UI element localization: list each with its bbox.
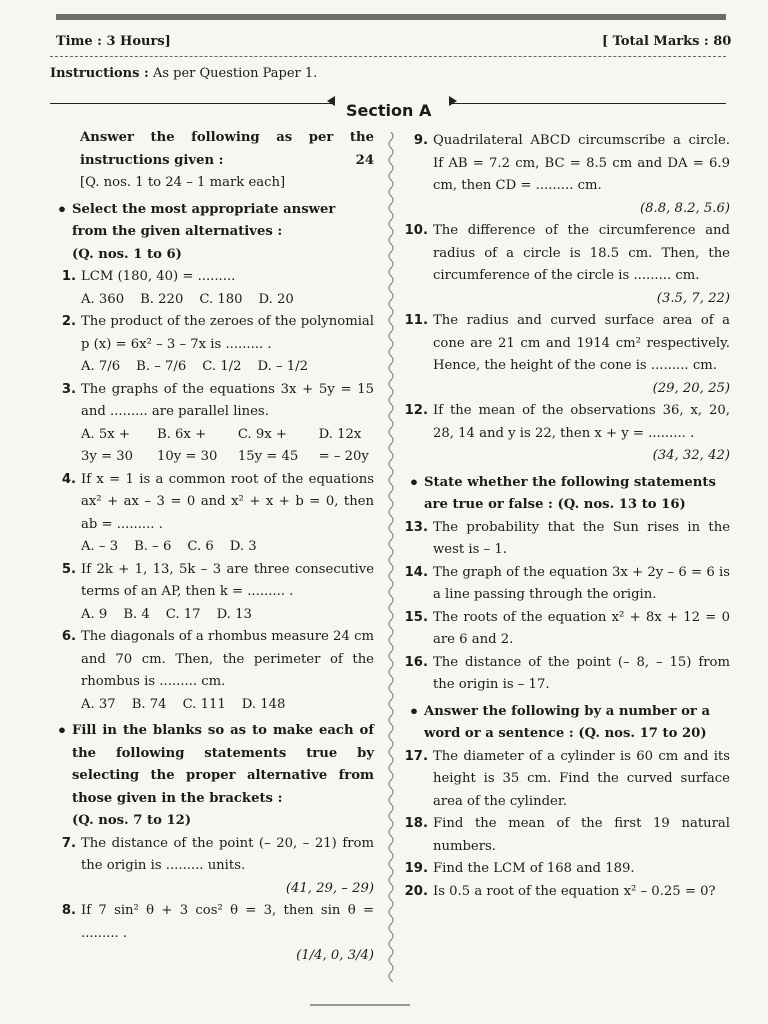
question-12: 12. If the mean of the observations 36, x, 20, 28, 14 and y is 22, then x + y = ......... . (34, 32, 42) [404, 400, 730, 468]
left-column [52, 127, 374, 968]
section-rule-right [452, 103, 726, 104]
answer-choice: D. – 1/2 [257, 359, 308, 374]
answer-choice: A. 9 [81, 606, 108, 622]
answer-choice: B. 4 [123, 606, 150, 622]
time-label: Time : 3 Hours] [56, 34, 171, 49]
section-rule-left [50, 103, 332, 104]
fill-blank-questions [404, 130, 730, 468]
total-marks-label: [ Total Marks : 80 [602, 34, 732, 49]
answer-options: (1/4, 0, 3/4) [296, 948, 374, 963]
question-4: 4. If x = 1 is a common root of the equations ax² + ax – 3 = 0 and x² + x + b = 0, then ab = ......... . [61, 471, 374, 532]
answer-options: (41, 29, – 29) [285, 880, 374, 896]
question-6: 6. The diagonals of a rhombus measure 24 cm and 70 cm. Then, the perimeter of the rhombus is ......... cm. [61, 629, 374, 689]
answer-choices [52, 356, 374, 379]
short-answer-heading: • Answer the following by a number or a word or a sentence : (Q. nos. 17 to 20) [408, 701, 711, 741]
question-19: 19. Find the LCM of 168 and 189. [404, 861, 635, 876]
answer-choice: C. 6 [187, 539, 214, 554]
section-arrow-right [449, 96, 457, 106]
answer-choices [52, 694, 374, 717]
answer-choice: C. 111 [182, 696, 226, 712]
answer-choices [52, 604, 374, 627]
answer-choice: D. 12x = – 20y [318, 426, 369, 464]
question-14: 14. The graph of the equation 3x + 2y – 6 = 6 is a line passing through the origin. [404, 564, 730, 602]
answer-choice: A. – 3 [81, 539, 119, 554]
question-8: 8. If 7 sin² θ + 3 cos² θ = 3, then sin θ = ......... . (1/4, 0, 3/4) [52, 900, 374, 968]
answer-choice: B. 6x + 10y = 30 [156, 426, 218, 464]
answer-choice: C. 9x + 15y = 45 [237, 426, 299, 464]
intro-line: [Q. nos. 1 to 24 – 1 mark each] [80, 175, 286, 190]
intro-marks: 24 [355, 152, 374, 168]
answer-options: (8.8, 8.2, 5.6) [640, 200, 730, 216]
question-2: 2. The product of the zeroes of the polynomial p (x) = 6x² – 3 – 7x is ......... . [61, 314, 374, 352]
answer-choice: B. 74 [131, 696, 167, 712]
question-3: 3. The graphs of the equations 3x + 5y = 15 and ......... are parallel lines. [61, 381, 374, 419]
mcq-list [52, 266, 374, 716]
true-false-heading: • State whether the following statements are true or false : (Q. nos. 13 to 16) [408, 472, 716, 512]
question-20: 20. Is 0.5 a root of the equation x² – 0.25 = 0? [404, 883, 716, 899]
question-15: 15. The roots of the equation x² + 8x + 12 = 0 are 6 and 2. [404, 609, 730, 647]
answer-choices [52, 536, 374, 559]
fill-blank-heading: • Fill in the blanks so as to make each of the following statements true by selecting the proper alternative from those given in the brackets : (Q. nos. 7 to 12) [56, 721, 374, 828]
question-17: 17. The diameter of a cylinder is 60 cm and its height is 35 cm. Find the curved surface area of the cylinder. [404, 748, 730, 809]
instructions-text: As per Question Paper 1. [152, 66, 318, 81]
section-arrow-left [327, 96, 335, 106]
question-18: 18. Find the mean of the first 19 natural numbers. [404, 816, 730, 854]
question-7: 7. The distance of the point (– 20, – 21) from the origin is ......... units. (41, 29, – 29) [52, 833, 374, 901]
question-13: 13. The probability that the Sun rises in the west is – 1. [404, 519, 730, 557]
question-1: 1. LCM (180, 40) = ......... [61, 269, 236, 284]
answer-choice: D. 3 [229, 539, 257, 554]
footer-rule [310, 1004, 410, 1006]
question-5: 5. If 2k + 1, 13, 5k – 3 are three consecutive terms of an AP, then k = ......... . [61, 561, 374, 599]
answer-options: (29, 20, 25) [652, 380, 730, 396]
answer-options: (3.5, 7, 22) [656, 290, 730, 306]
answer-options: (34, 32, 42) [652, 448, 730, 463]
top-rule [56, 14, 726, 20]
answer-choice: D. 148 [241, 696, 286, 712]
answer-choices [52, 424, 374, 469]
answer-choice: A. 5x + 3y = 30 [81, 426, 134, 464]
answer-choices [52, 289, 374, 312]
answer-choice: C. 17 [165, 606, 201, 622]
answer-choice: B. 220 [140, 291, 184, 307]
answer-choice: D. 20 [258, 291, 294, 307]
answer-choice: C. 1/2 [202, 359, 242, 374]
intro-line: instructions given : [80, 152, 224, 168]
instructions [50, 66, 317, 81]
short-answer-questions [404, 746, 730, 904]
true-false-questions [404, 517, 730, 697]
answer-choice: C. 180 [199, 291, 243, 307]
question-11: 11. The radius and curved surface area of a cone are 21 cm and 1914 cm² respectively. Hence, the height of the cone is ......... cm. (29, 20, 25) [404, 310, 730, 400]
instructions-label: Instructions : [50, 66, 149, 81]
column-divider [386, 132, 396, 982]
header-divider [50, 56, 726, 57]
question-10: 10. The difference of the circumference and radius of a circle is 18.5 cm. Then, the circumference of the circle is ......... cm. (3.5, 7, 22) [404, 220, 730, 310]
intro-instructions [52, 127, 374, 195]
answer-choice: A. 7/6 [81, 359, 121, 374]
answer-choice: A. 37 [81, 696, 116, 712]
right-column [404, 130, 730, 903]
question-16: 16. The distance of the point (– 8, – 15) from the origin is – 17. [404, 654, 730, 692]
question-9: 9. Quadrilateral ABCD circumscribe a circle. If AB = 7.2 cm, BC = 8.5 cm and DA = 6.9 cm, then CD = ......... cm. (8.8, 8.2, 5.6) [404, 130, 730, 220]
mcq-heading: • Select the most appropriate answer from the given alternatives : (Q. nos. 1 to 6) [56, 199, 336, 262]
answer-choice: B. – 7/6 [136, 359, 187, 374]
answer-choice: A. 360 [81, 291, 125, 307]
section-title: Section A [346, 101, 432, 120]
answer-choice: B. – 6 [134, 539, 172, 554]
intro-line: Answer the following as per the [80, 130, 374, 145]
answer-choice: D. 13 [216, 606, 252, 622]
